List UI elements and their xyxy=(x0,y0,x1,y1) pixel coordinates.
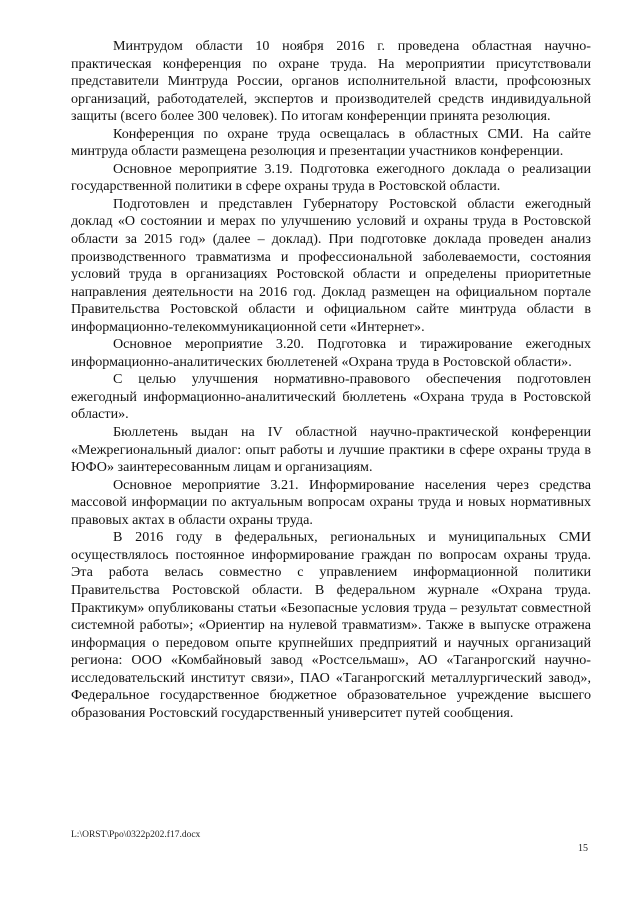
paragraph-bulletin-issued: Бюллетень выдан на IV областной научно-практической конференции «Межрегиональный диалог: опыт работы и лучшие практики в сфере охраны труда в ЮФО» заинтересованным лицам и организациям. xyxy=(71,424,591,476)
paragraph-media-coverage: Конференция по охране труда освещалась в областных СМИ. На сайте минтруда области размещена резолюция и презентации участников конференции. xyxy=(71,125,591,160)
document-body xyxy=(71,38,591,722)
paragraph-bulletin-prepared: С целью улучшения нормативно-правового обеспечения подготовлен ежегодный информационно-аналитический бюллетень «Охрана труда в Ростовской области». xyxy=(71,371,591,423)
paragraph-conference: Минтрудом области 10 ноября 2016 г. проведена областная научно-практическая конференция по охране труда. На мероприятии присутствовали представители Минтруда России, органов исполнительной власти, профсоюзных организаций, работодателей, экспертов и производителей средств индивидуальной защиты (всего более 300 человек). По итогам конференции принята резолюция. xyxy=(71,38,591,125)
paragraph-measure-3-21: Основное мероприятие 3.21. Информирование населения через средства массовой информации по актуальным вопросам охраны труда и новых нормативных правовых актах в области охраны труда. xyxy=(71,476,591,528)
page-number: 15 xyxy=(578,843,588,854)
paragraph-measure-3-19: Основное мероприятие 3.19. Подготовка ежегодного доклада о реализации государственной политики в сфере охраны труда в Ростовской области. xyxy=(71,160,591,195)
paragraph-media-information: В 2016 году в федеральных, региональных и муниципальных СМИ осуществлялось постоянное информирование граждан по вопросам охраны труда. Эта работа велась совместно с управлением информационной политики Правительства Ростовской области. В федеральном журнале «Охрана труда. Практикум» опубликованы статьи «Безопасные условия труда – результат совместной системной работы»; «Ориентир на нулевой травматизм». Также в выпуске отражена информация о передовом опыте крупнейших предприятий и научных организаций региона: ООО «Комбайновый завод «Ростсельмаш», АО «Таганрогский научно-исследовательский институт связи», ПАО «Таганрогский металлургический завод», Федеральное государственное бюджетное образовательное учреждение высшего образования Ростовский государственный университет путей сообщения. xyxy=(71,529,591,721)
paragraph-annual-report: Подготовлен и представлен Губернатору Ростовской области ежегодный доклад «О состоянии и мерах по улучшению условий и охраны труда в Ростовской области за 2015 год» (далее – доклад). При подготовке доклада проведен анализ производственного травматизма и профессиональной заболеваемости, состояния условий труда в организациях Ростовской области и определены приоритетные направления деятельности на 2016 год. Доклад размещен на официальном портале Правительства Ростовской области и официальном сайте минтруда области в информационно-телекоммуникационной сети «Интернет». xyxy=(71,195,591,335)
footer-file-path: L:\ORST\Ppo\0322p202.f17.docx xyxy=(71,830,201,840)
paragraph-measure-3-20: Основное мероприятие 3.20. Подготовка и тиражирование ежегодных информационно-аналитических бюллетеней «Охрана труда в Ростовской области». xyxy=(71,336,591,370)
